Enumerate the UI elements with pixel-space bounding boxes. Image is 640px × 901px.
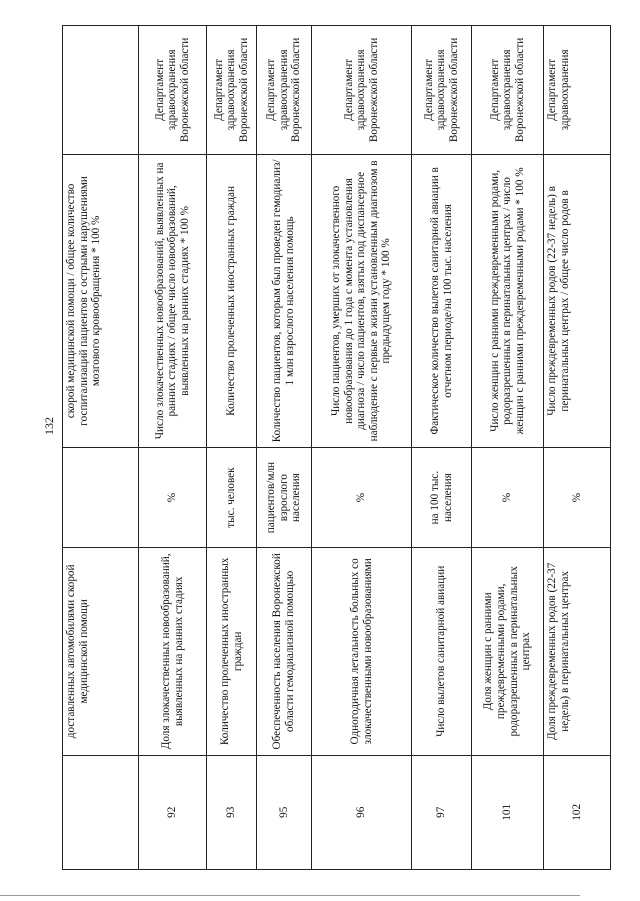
page-number: 132 <box>42 417 56 435</box>
table-row <box>472 26 544 870</box>
indicator-name: Обеспеченность населения Воронежской области гемодиализной помощью <box>257 548 312 755</box>
bottom-divider <box>0 895 580 896</box>
unit: % <box>544 448 611 548</box>
unit: тыс. человек <box>207 448 257 548</box>
unit: % <box>312 448 412 548</box>
responsible: Департамент здравоохранения Воронежской области <box>312 26 412 155</box>
indicator-name: Число вылетов санитарной авиации <box>412 548 472 755</box>
unit: % <box>472 448 544 548</box>
row-number: 95 <box>257 755 312 869</box>
formula: Фактическое количество вылетов санитарной авиации в отчетном периоде/на 100 тыс. населения <box>412 154 472 447</box>
responsible: Департамент здравоохранения Воронежской области <box>412 26 472 155</box>
responsible: Департамент здравоохранения Воронежской области <box>472 26 544 155</box>
formula: Число преждевременных родов (22-37 недель) в перинатальных центрах / общее число родов в <box>544 154 611 447</box>
row-number: 92 <box>139 755 207 869</box>
formula: Количество пролеченных иностранных граждан <box>207 154 257 447</box>
row-number <box>63 755 139 869</box>
table-row <box>257 26 312 870</box>
table-row <box>139 26 207 870</box>
unit: пациентов/млн взрослого населения <box>257 448 312 548</box>
indicator-name: Доля преждевременных родов (22-37 недель) в перинатальных центрах <box>544 548 611 755</box>
responsible: Департамент здравоохранения Воронежской области <box>207 26 257 155</box>
table-row <box>207 26 257 870</box>
indicator-name: Доля женщин с ранними преждевременными родами, родоразрешенных в перинатальных центрах <box>472 548 544 755</box>
table-row <box>312 26 412 870</box>
formula: Число злокачественных новообразований, выявленных на ранних стадиях / общее число новообразований, выявленных на ранних стадиях * 100 % <box>139 154 207 447</box>
indicators-table <box>62 25 611 870</box>
unit: на 100 тыс. населения <box>412 448 472 548</box>
rotated-table-wrapper <box>62 25 610 870</box>
indicator-name: Одногодичная летальность больных со злокачественными новообразованиями <box>312 548 412 755</box>
row-number: 97 <box>412 755 472 869</box>
row-number: 102 <box>544 755 611 869</box>
responsible <box>63 26 139 155</box>
indicator-name: Доля злокачественных новообразований, выявленных на ранних стадиях <box>139 548 207 755</box>
formula: Число пациентов, умерших от злокачественного новообразования до 1 года с момента установления диагноза / число пациентов, взятых под диспансерное наблюдение с первые в жизни установленным диагнозом в предыдущем году * 100 % <box>312 154 412 447</box>
indicator-name: Количество пролеченных иностранных граждан <box>207 548 257 755</box>
responsible: Департамент здравоохранения Воронежской области <box>257 26 312 155</box>
indicator-name: доставленных автомобилями скорой медицинской помощи <box>63 548 139 755</box>
table-row <box>544 26 611 870</box>
formula: Число женщин с ранними преждевременными родами, родоразрешенных в перинатальных центрах / число женщин с ранними преждевременными родами * 100 % <box>472 154 544 447</box>
row-number: 101 <box>472 755 544 869</box>
formula: скорой медицинской помощи / общее количество госпитализаций пациентов с острыми нарушениями мозгового кровообращения * 100 % <box>63 154 139 447</box>
responsible: Департамент здравоохранения Воронежской области <box>139 26 207 155</box>
unit: % <box>139 448 207 548</box>
table-row <box>412 26 472 870</box>
unit <box>63 448 139 548</box>
row-number: 96 <box>312 755 412 869</box>
row-number: 93 <box>207 755 257 869</box>
formula: Количество пациентов, которым был проведен гемодиализ/ 1 млн взрослого населения помощь <box>257 154 312 447</box>
responsible: Департамент здравоохранения <box>544 26 611 155</box>
table-row <box>63 26 139 870</box>
